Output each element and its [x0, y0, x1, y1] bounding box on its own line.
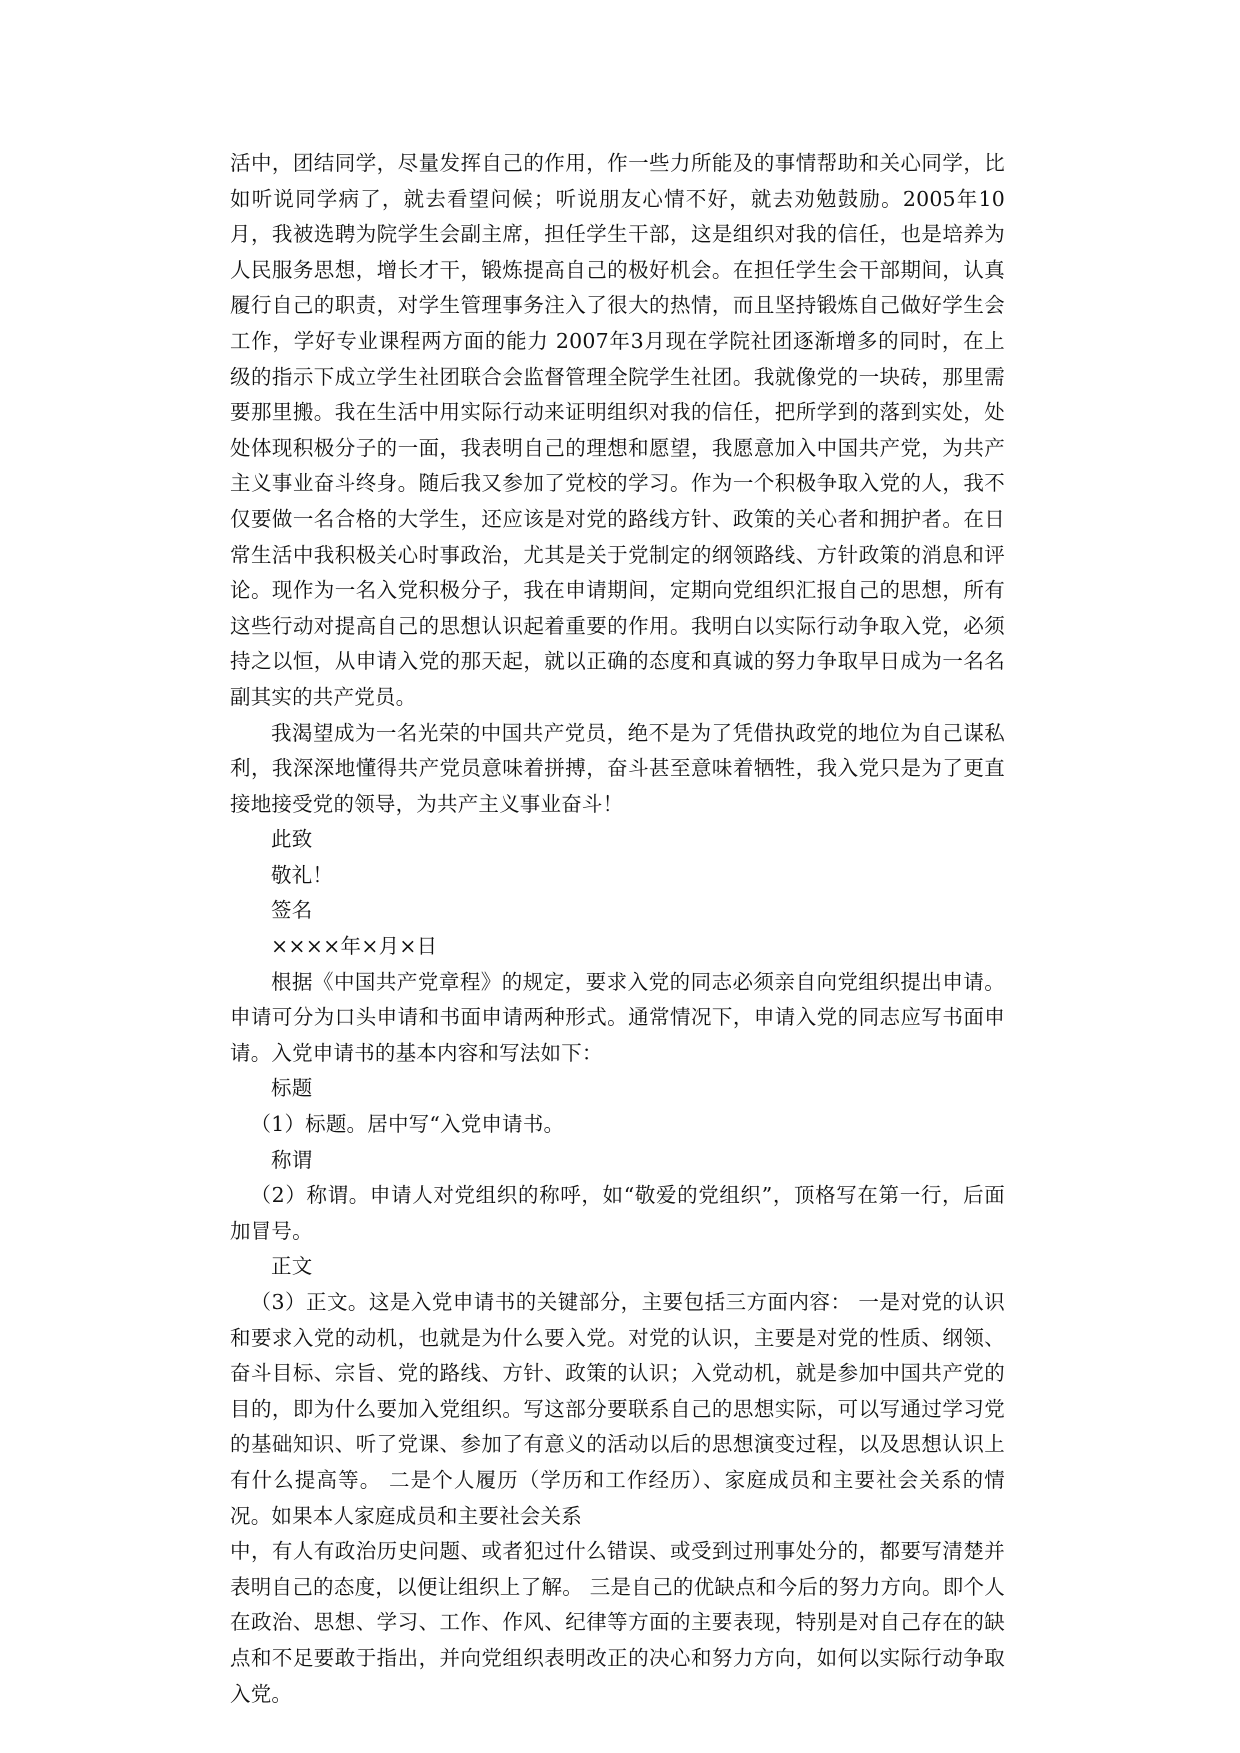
item-body-continued: 中，有人有政治历史问题、或者犯过什么错误、或受到过刑事处分的，都要写清楚并表明自己的态度，以便让组织上了解。 三是自己的优缺点和今后的努力方向。即个人在政治、思想、学习、工作、作风、纪律等方面的主要表现，特别是对自己存在的缺点和不足要敢于指出，并向党组织表明改正的决心和努力方向，如何以实际行动争取入党。 — [230, 1539, 1005, 1706]
document-page — [230, 146, 1005, 1712]
section-heading-salutation: 称谓 — [271, 1147, 313, 1172]
item-body: （3）正文。这是入党申请书的关键部分，主要包括三方面内容： 一是对党的认识和要求入党的动机，也就是为什么要入党。对党的认识，主要是对党的性质、纲领、奋斗目标、宗旨、党的路线、方针、政策的认识；入党动机，就是参加中国共产党的目的，即为什么要加入党组织。写这部分要联系自己的思想实际，可以写通过学习党的基础知识、听了党课、参加了有意义的活动以后的思想演变过程，以及思想认识上有什么提高等。 二是个人履历（学历和工作经历）、家庭成员和主要社会关系的情况。如果本人家庭成员和主要社会关系 — [230, 1290, 1005, 1528]
section-heading-body: 正文 — [271, 1254, 313, 1279]
paragraph-continuation: 活中，团结同学，尽量发挥自己的作用，作一些力所能及的事情帮助和关心同学，比如听说同学病了，就去看望问候；听说朋友心情不好，就去劝勉鼓励。2005年10月，我被选聘为院学生会副主席，担任学生干部，这是组织对我的信任，也是培养为人民服务思想，增长才干，锻炼提高自己的极好机会。在担任学生会干部期间，认真履行自己的职责，对学生管理事务注入了很大的热情，而且坚持锻炼自己做好学生会工作，学好专业课程两方面的能力 2007年3月现在学院社团逐渐增多的同时，在上级的指示下成立学生社团联合会监督管理全院学生社团。我就像党的一块砖，那里需要那里搬。我在生活中用实际行动来证明组织对我的信任，把所学到的落到实处，处处体现积极分子的一面，我表明自己的理想和愿望，我愿意加入中国共产党，为共产主义事业奋斗终身。随后我又参加了党校的学习。作为一个积极争取入党的人，我不仅要做一名合格的大学生，还应该是对党的路线方针、政策的关心者和拥护者。在日常生活中我积极关心时事政治，尤其是关于党制定的纲领路线、方针政策的消息和评论。现作为一名入党积极分子，我在申请期间，定期向党组织汇报自己的思想，所有这些行动对提高自己的思想认识起着重要的作用。我明白以实际行动争取入党，必须持之以恒，从申请入党的那天起，就以正确的态度和真诚的努力争取早日成为一名名副其实的共产党员。 — [230, 151, 1005, 709]
date-line: ××××年×月×日 — [271, 934, 438, 959]
item-title: （1）标题。居中写“入党申请书。 — [250, 1112, 565, 1137]
section-heading-title: 标题 — [271, 1076, 313, 1101]
paragraph-aspiration: 我渴望成为一名光荣的中国共产党员，绝不是为了凭借执政党的地位为自己谋私利，我深深地懂得共产党员意味着拼搏，奋斗甚至意味着牺牲，我入党只是为了更直接地接受党的领导，为共产主义事业奋斗！ — [230, 720, 1005, 816]
closing-regards: 敬礼！ — [271, 862, 334, 887]
signature-label: 签名 — [271, 898, 313, 923]
item-salutation: （2）称谓。申请人对党组织的称呼，如“敬爱的党组织”，顶格写在第一行，后面加冒号。 — [230, 1183, 1005, 1243]
closing-salutation: 此致 — [271, 827, 313, 852]
paragraph-guidelines-intro: 根据《中国共产党章程》的规定，要求入党的同志必须亲自向党组织提出申请。申请可分为口头申请和书面申请两种形式。通常情况下，申请入党的同志应写书面申请。入党申请书的基本内容和写法如下： — [230, 969, 1005, 1065]
